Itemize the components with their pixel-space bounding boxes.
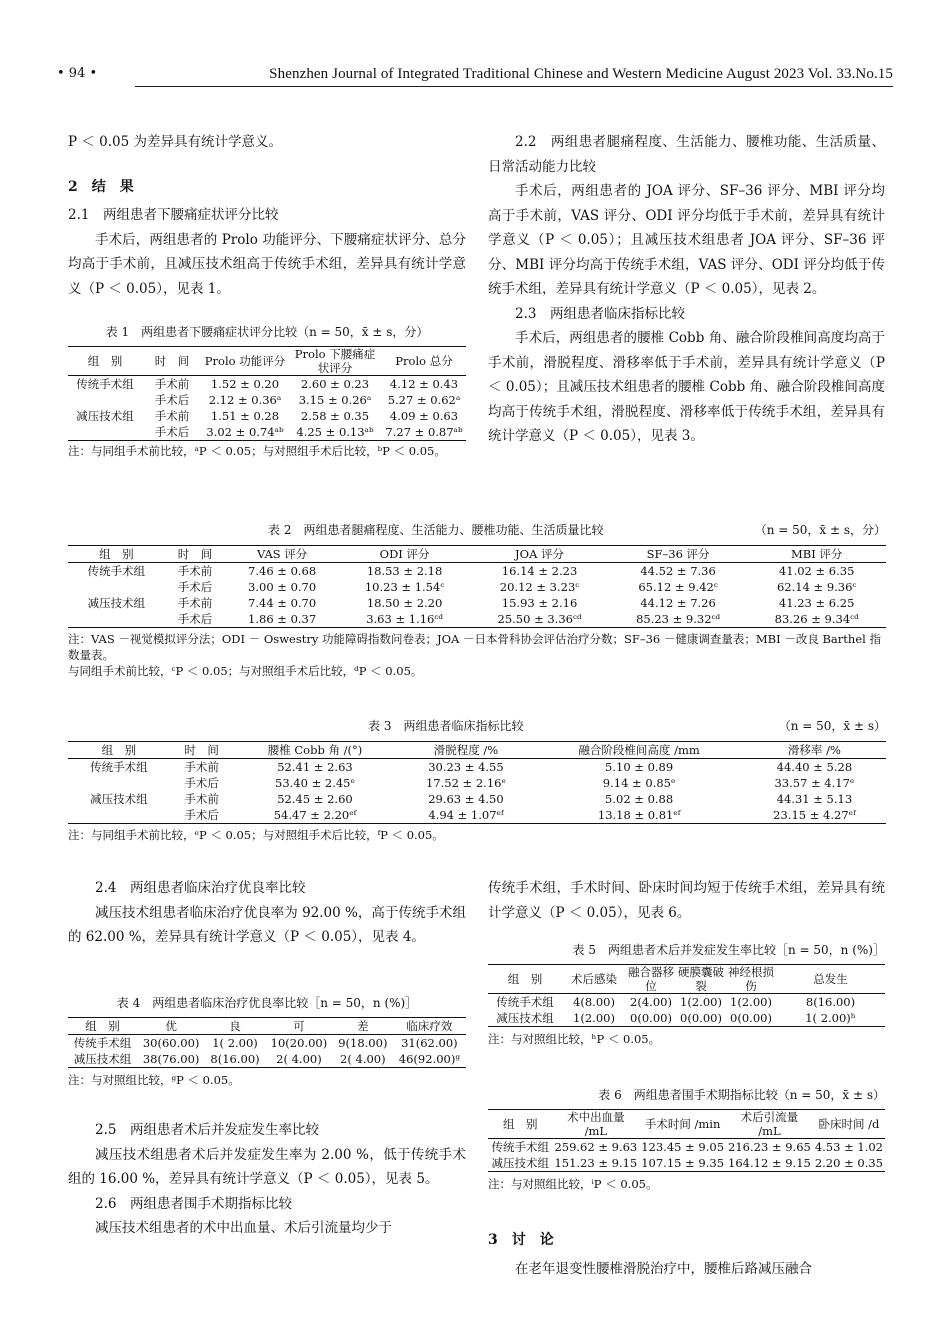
table-cell: 107.15 ± 9.35 bbox=[641, 1156, 725, 1170]
left-column-top bbox=[68, 130, 466, 301]
col-header: Prolo 功能评分 bbox=[204, 354, 286, 368]
table-row bbox=[68, 759, 886, 776]
left-column-mid bbox=[68, 876, 466, 950]
table-caption: 表 6 两组患者围手术期指标比较（n = 50，x̄ ± s） bbox=[598, 1088, 885, 1102]
col-header: 神经根损伤 bbox=[728, 965, 774, 993]
page-number: • 94 • bbox=[57, 66, 98, 81]
data-table bbox=[68, 545, 886, 628]
paragraph: 传统手术组，手术时间、卧床时间均短于传统手术组，差异具有统计学意义（P ＜ 0.05），见表 6。 bbox=[488, 880, 885, 921]
table-row bbox=[68, 408, 466, 424]
table-cell: 41.02 ± 6.35 bbox=[778, 564, 855, 578]
table-cell: 23.15 ± 4.27ᵉᶠ bbox=[773, 808, 856, 822]
col-header: 组 别 bbox=[99, 547, 134, 561]
table-row bbox=[68, 611, 886, 628]
table-row bbox=[68, 595, 886, 611]
table-cell: 216.23 ± 9.65 bbox=[728, 1140, 811, 1154]
table-cell: 1(2.00) bbox=[680, 995, 722, 1009]
table-cell: 传统手术组 bbox=[73, 1036, 132, 1050]
paragraph: P ＜ 0.05 为差异具有统计学意义。 bbox=[68, 134, 283, 150]
table-note: 注：与同组手术前比较，ᵃP ＜ 0.05；与对照组手术后比较，ᵇP ＜ 0.05。 bbox=[68, 444, 446, 458]
table-cell: 2( 4.00) bbox=[340, 1052, 386, 1066]
table-row bbox=[68, 376, 466, 393]
table-cell bbox=[68, 775, 170, 791]
table-cell: 8(16.00) bbox=[210, 1052, 260, 1066]
table-cell: 33.57 ± 4.17ᵉ bbox=[774, 776, 855, 790]
col-header: 术后感染 bbox=[571, 972, 617, 986]
table-cell bbox=[68, 611, 165, 628]
subsection-heading: 2.5 两组患者术后并发症发生率比较 bbox=[95, 1122, 319, 1138]
table-cell: 2( 4.00) bbox=[276, 1052, 322, 1066]
col-header: MBI 评分 bbox=[790, 547, 843, 561]
table-cell: 4.94 ± 1.07ᵉᶠ bbox=[428, 808, 504, 822]
table-1 bbox=[68, 323, 466, 459]
table-4 bbox=[68, 994, 466, 1088]
table-cell: 17.52 ± 2.16ᵉ bbox=[425, 776, 506, 790]
table-cell: 5.10 ± 0.89 bbox=[605, 760, 674, 774]
table-cell: 手术前 bbox=[154, 377, 190, 391]
table-cell: 65.12 ± 9.42ᶜ bbox=[638, 580, 718, 594]
col-header: 良 bbox=[229, 1019, 241, 1033]
table-cell: 10(20.00) bbox=[270, 1036, 328, 1050]
table-cell: 手术后 bbox=[177, 612, 213, 626]
table-cell: 手术前 bbox=[177, 564, 213, 578]
table-cell: 7.27 ± 0.87ᵃᵇ bbox=[385, 425, 463, 439]
table-cell: 手术后 bbox=[184, 776, 219, 790]
table-cell: 传统手术组 bbox=[90, 760, 148, 774]
table-cell: 4(8.00) bbox=[573, 995, 615, 1009]
table-note: 注：与对照组比较，ᵍP ＜ 0.05。 bbox=[68, 1073, 240, 1087]
table-cell: 83.26 ± 9.34ᶜᵈ bbox=[774, 612, 859, 626]
table-unit: （n = 50，x̄ ± s，分） bbox=[754, 523, 886, 537]
journal-title: Shenzhen Journal of Integrated Traditional Chinese and Western Medicine August 2023 Vol. 33.No.15 bbox=[269, 66, 893, 82]
subsection-heading: 2.2 两组患者腿痛程度、生活能力、腰椎功能、生活质量、日常活动能力比较 bbox=[488, 134, 885, 175]
table-cell: 4.12 ± 0.43 bbox=[389, 377, 459, 391]
paragraph: 手术后，两组患者的 Prolo 功能评分、下腰痛症状评分、总分均高于手术前，且减压技术组高于传统手术组，差异具有统计学意义（P ＜ 0.05），见表 1。 bbox=[68, 231, 466, 297]
subsection-heading: 2.1 两组患者下腰痛症状评分比较 bbox=[68, 207, 279, 223]
table-cell: 传统手术组 bbox=[491, 1140, 549, 1154]
table-cell: 5.02 ± 0.88 bbox=[605, 792, 674, 806]
table-cell: 手术前 bbox=[184, 792, 219, 806]
subsection-heading: 2.3 两组患者临床指标比较 bbox=[515, 305, 685, 322]
table-row bbox=[68, 775, 886, 791]
col-header: 卧床时间 /d bbox=[818, 1117, 880, 1131]
table-cell: 0(0.00) bbox=[680, 1011, 722, 1025]
paragraph: 在老年退变性腰椎滑脱治疗中，腰椎后路减压融合 bbox=[515, 1260, 812, 1277]
table-row bbox=[68, 563, 886, 580]
col-header: JOA 评分 bbox=[515, 547, 565, 561]
col-header: 可 bbox=[293, 1019, 305, 1033]
table-row bbox=[68, 392, 466, 408]
table-cell: 手术后 bbox=[177, 580, 213, 594]
table-row bbox=[488, 994, 885, 1011]
table-cell: 1( 2.00)ʰ bbox=[805, 1011, 856, 1025]
table-cell: 25.50 ± 3.36ᶜᵈ bbox=[497, 612, 582, 626]
paragraph: 手术后，两组患者的 JOA 评分、SF–36 评分、MBI 评分均高于手术前，VAS 评分、ODI 评分均低于手术前，差异具有统计学意义（P ＜ 0.05）；且减压技术组患者 JOA 评分、SF–36 评分、MBI 评分均高于传统手术组，VAS 评分、ODI 评分均低于传统手术组，差异具有统计学意义（P ＜ 0.05），见表 2。 bbox=[488, 183, 885, 297]
table-cell: 2.20 ± 0.35 bbox=[814, 1156, 883, 1170]
table-cell: 8(16.00) bbox=[805, 995, 856, 1009]
table-cell: 4.25 ± 0.13ᵃᵇ bbox=[296, 425, 374, 439]
paragraph: 手术后，两组患者的腰椎 Cobb 角、融合阶段椎间高度均高于手术前，滑脱程度、滑移率低于手术前，差异具有统计学意义（P ＜ 0.05）；且减压技术组患者的腰椎 Cobb 角、融合阶段椎间高度均高于传统手术组，滑脱程度、滑移率低于传统手术组，差异具有统计学意义（P ＜ 0.05），见表 3。 bbox=[488, 330, 885, 444]
table-cell: 手术后 bbox=[154, 425, 190, 439]
table-cell: 1.86 ± 0.37 bbox=[248, 612, 317, 626]
table-cell: 30(60.00) bbox=[142, 1036, 200, 1050]
table-cell: 3.00 ± 0.70 bbox=[248, 580, 317, 594]
data-table bbox=[488, 1109, 885, 1172]
table-row bbox=[68, 579, 886, 595]
table-cell: 30.23 ± 4.55 bbox=[428, 760, 504, 774]
table-row bbox=[68, 791, 886, 807]
table-note: 注：与同组手术前比较，ᵉP ＜ 0.05；与对照组手术后比较，ᶠP ＜ 0.05。 bbox=[68, 828, 444, 842]
table-cell: 4.09 ± 0.63 bbox=[389, 409, 459, 423]
table-cell: 0(0.00) bbox=[730, 1011, 772, 1025]
data-table bbox=[68, 741, 886, 824]
col-header: 滑脱程度 /% bbox=[433, 743, 499, 757]
right-column-bottom bbox=[488, 1228, 885, 1281]
col-header: 手术时间 /min bbox=[644, 1117, 721, 1131]
left-column-bottom bbox=[68, 1118, 466, 1241]
col-header: SF–36 评分 bbox=[646, 547, 710, 561]
col-header: 融合器移位 bbox=[628, 965, 674, 993]
col-header: 时 间 bbox=[154, 354, 190, 368]
table-cell: 传统手术组 bbox=[76, 377, 134, 391]
table-cell: 10.23 ± 1.54ᶜ bbox=[364, 580, 445, 594]
subsection-heading: 2.6 两组患者围手术期指标比较 bbox=[95, 1195, 292, 1212]
paragraph: 减压技术组患者术后并发症发生率为 2.00 %，低于传统手术组的 16.00 %，差异具有统计学意义（P ＜ 0.05），见表 5。 bbox=[68, 1146, 466, 1187]
table-cell: 5.27 ± 0.62ᵃ bbox=[387, 393, 461, 407]
table-cell: 2.58 ± 0.35 bbox=[300, 409, 370, 423]
table-cell: 1.51 ± 0.28 bbox=[210, 409, 280, 423]
table-cell: 手术前 bbox=[154, 409, 190, 423]
table-cell: 手术前 bbox=[184, 760, 219, 774]
table-cell: 52.45 ± 2.60 bbox=[277, 792, 353, 806]
table-cell: 传统手术组 bbox=[87, 564, 146, 578]
col-header: 时 间 bbox=[177, 547, 213, 561]
table-cell: 52.41 ± 2.63 bbox=[277, 760, 353, 774]
table-cell: 2.60 ± 0.23 bbox=[300, 377, 370, 391]
col-header: 优 bbox=[165, 1019, 177, 1033]
table-row bbox=[488, 1139, 885, 1156]
table-note: 注：与对照组比较，ʰP ＜ 0.05。 bbox=[488, 1032, 661, 1046]
table-cell: 9(18.00) bbox=[338, 1036, 388, 1050]
col-header: Prolo 总分 bbox=[395, 354, 453, 368]
right-column-mid bbox=[488, 876, 885, 925]
table-2 bbox=[68, 521, 886, 679]
table-cell: 85.23 ± 9.32ᶜᵈ bbox=[636, 612, 721, 626]
table-6 bbox=[488, 1086, 885, 1192]
table-5 bbox=[488, 941, 885, 1047]
table-cell: 1(2.00) bbox=[573, 1011, 615, 1025]
table-cell: 151.23 ± 9.15 bbox=[554, 1156, 638, 1170]
table-cell: 53.40 ± 2.45ᵉ bbox=[275, 776, 355, 790]
table-cell: 31(62.00) bbox=[401, 1036, 458, 1050]
data-table bbox=[68, 346, 466, 441]
col-header: 组 别 bbox=[101, 743, 137, 757]
table-cell: 46(92.00)ᵍ bbox=[398, 1052, 460, 1066]
paragraph: 减压技术组患者的术中出血量、术后引流量均少于 bbox=[95, 1220, 392, 1236]
table-cell: 15.93 ± 2.16 bbox=[501, 596, 578, 610]
data-table bbox=[488, 964, 885, 1027]
table-note: 与同组手术前比较，ᶜP ＜ 0.05；与对照组手术后比较，ᵈP ＜ 0.05。 bbox=[68, 664, 423, 678]
table-cell: 18.53 ± 2.18 bbox=[366, 564, 443, 578]
col-header: 腰椎 Cobb 角 /(°) bbox=[267, 743, 363, 757]
col-header: 组 别 bbox=[87, 354, 123, 368]
col-header: 时 间 bbox=[184, 743, 219, 757]
table-caption: 表 1 两组患者下腰痛症状评分比较（n = 50，x̄ ± s，分） bbox=[105, 325, 429, 339]
table-note: 注：与对照组比较，ⁱP ＜ 0.05。 bbox=[488, 1177, 658, 1191]
col-header: 临床疗效 bbox=[406, 1019, 453, 1033]
table-cell: 41.23 ± 6.25 bbox=[778, 596, 855, 610]
table-caption: 表 2 两组患者腿痛程度、生活能力、腰椎功能、生活质量比较 bbox=[268, 523, 604, 537]
table-cell: 1.52 ± 0.20 bbox=[210, 377, 280, 391]
table-cell: 7.46 ± 0.68 bbox=[248, 564, 317, 578]
table-cell: 手术前 bbox=[177, 596, 213, 610]
table-row bbox=[68, 807, 886, 824]
table-cell: 164.12 ± 9.15 bbox=[728, 1156, 811, 1170]
table-caption: 表 5 两组患者术后并发症发生率比较［n = 50，n (%)］ bbox=[572, 943, 885, 957]
table-unit: （n = 50，x̄ ± s） bbox=[778, 719, 886, 733]
table-caption: 表 3 两组患者临床指标比较 bbox=[368, 719, 524, 733]
table-cell: 1( 2.00) bbox=[212, 1036, 258, 1050]
table-cell: 手术后 bbox=[154, 393, 190, 407]
table-cell: 29.63 ± 4.50 bbox=[428, 792, 504, 806]
col-header: ODI 评分 bbox=[379, 547, 430, 561]
col-header: 术后引流量 /mL bbox=[740, 1110, 799, 1138]
table-cell: 减压技术组 bbox=[90, 792, 148, 806]
table-cell: 13.18 ± 0.81ᵉᶠ bbox=[597, 808, 681, 822]
table-cell: 44.31 ± 5.13 bbox=[776, 792, 853, 806]
table-cell: 38(76.00) bbox=[142, 1052, 200, 1066]
col-header: Prolo 下腰痛症状评分 bbox=[294, 347, 376, 375]
paragraph: 减压技术组患者临床治疗优良率为 92.00 %，高于传统手术组的 62.00 %，差异具有统计学意义（P ＜ 0.05），见表 4。 bbox=[68, 904, 466, 945]
table-row bbox=[68, 1051, 466, 1068]
table-cell: 减压技术组 bbox=[491, 1156, 549, 1170]
table-row bbox=[488, 1155, 885, 1172]
table-note: 注：VAS －视觉模拟评分法；ODI － Oswestry 功能障碍指数问卷表；JOA －日本骨科协会评估治疗分数；SF–36 －健康调查量表；MBI －改良 Barthel 指数量表。 bbox=[68, 632, 881, 662]
table-cell: 手术后 bbox=[184, 808, 219, 822]
table-row bbox=[488, 1010, 885, 1027]
table-cell bbox=[68, 579, 165, 595]
table-row bbox=[68, 1035, 466, 1052]
table-cell: 3.02 ± 0.74ᵃᵇ bbox=[206, 425, 284, 439]
table-row bbox=[68, 424, 466, 441]
header-rule bbox=[135, 86, 893, 87]
data-table bbox=[68, 1017, 466, 1068]
table-cell: 54.47 ± 2.20ᵉᶠ bbox=[273, 808, 357, 822]
table-cell: 减压技术组 bbox=[87, 596, 146, 610]
table-cell bbox=[68, 392, 142, 408]
table-cell: 62.14 ± 9.36ᶜ bbox=[776, 580, 857, 594]
col-header: VAS 评分 bbox=[256, 547, 308, 561]
table-cell: 3.15 ± 0.26ᵃ bbox=[298, 393, 372, 407]
table-caption: 表 4 两组患者临床治疗优良率比较［n = 50，n (%)］ bbox=[116, 996, 418, 1010]
section-heading: 2 结 果 bbox=[68, 178, 134, 195]
table-cell: 16.14 ± 2.23 bbox=[501, 564, 578, 578]
table-cell bbox=[68, 807, 170, 824]
table-cell: 减压技术组 bbox=[496, 1011, 554, 1025]
table-cell: 减压技术组 bbox=[73, 1052, 132, 1066]
table-cell: 44.40 ± 5.28 bbox=[776, 760, 853, 774]
col-header: 总发生 bbox=[813, 972, 848, 986]
table-cell: 44.52 ± 7.36 bbox=[640, 564, 716, 578]
table-cell: 44.12 ± 7.26 bbox=[640, 596, 716, 610]
subsection-heading: 2.4 两组患者临床治疗优良率比较 bbox=[95, 880, 306, 896]
table-cell: 减压技术组 bbox=[76, 409, 134, 423]
table-cell bbox=[68, 424, 142, 441]
table-cell: 20.12 ± 3.23ᶜ bbox=[499, 580, 580, 594]
table-cell: 7.44 ± 0.70 bbox=[248, 596, 317, 610]
col-header: 组 别 bbox=[502, 1117, 538, 1131]
col-header: 融合阶段椎间高度 /mm bbox=[578, 743, 700, 757]
right-column-top bbox=[488, 130, 885, 449]
table-cell: 传统手术组 bbox=[496, 995, 554, 1009]
table-cell: 2.12 ± 0.36ᵃ bbox=[208, 393, 282, 407]
table-cell: 1(2.00) bbox=[730, 995, 772, 1009]
table-cell: 0(0.00) bbox=[630, 1011, 672, 1025]
table-cell: 2(4.00) bbox=[630, 995, 672, 1009]
table-cell: 123.45 ± 9.05 bbox=[641, 1140, 725, 1154]
col-header: 组 别 bbox=[507, 972, 543, 986]
table-cell: 3.63 ± 1.16ᶜᵈ bbox=[366, 612, 443, 626]
col-header: 滑移率 /% bbox=[787, 743, 841, 757]
table-cell: 18.50 ± 2.20 bbox=[366, 596, 443, 610]
table-cell: 9.14 ± 0.85ᵉ bbox=[602, 776, 676, 790]
col-header: 组 别 bbox=[85, 1019, 120, 1033]
col-header: 硬膜囊破裂 bbox=[678, 965, 724, 993]
col-header: 差 bbox=[357, 1019, 369, 1033]
section-heading: 3 讨 论 bbox=[488, 1232, 554, 1248]
table-cell: 4.53 ± 1.02 bbox=[814, 1140, 883, 1154]
table-cell: 259.62 ± 9.63 bbox=[554, 1140, 638, 1154]
table-3 bbox=[68, 717, 886, 843]
col-header: 术中出血量 /mL bbox=[567, 1110, 625, 1138]
